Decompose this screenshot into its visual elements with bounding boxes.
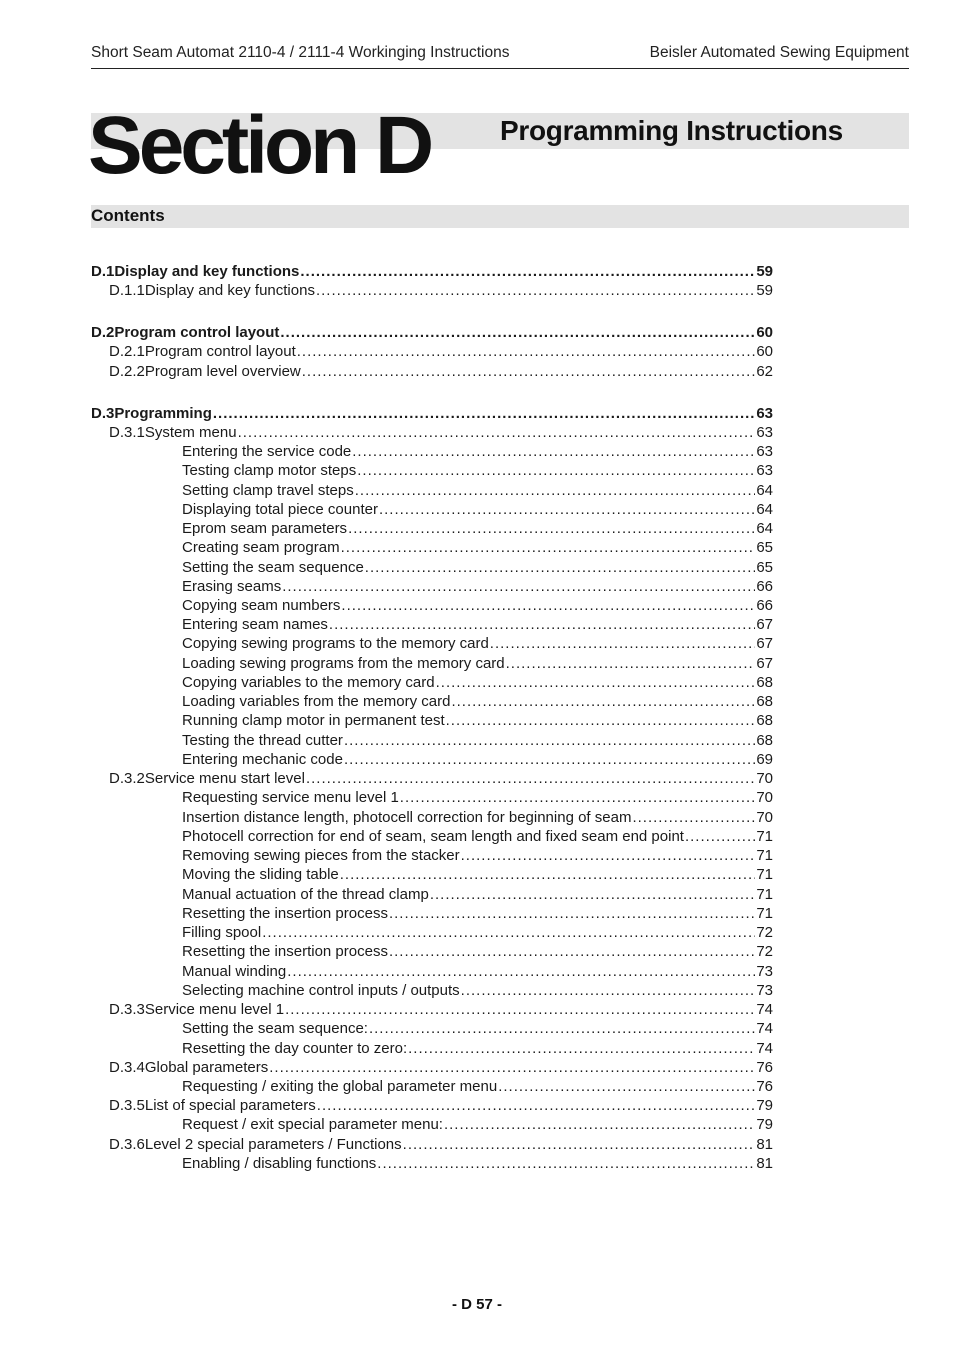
- toc-leader-dots: [408, 1039, 755, 1058]
- toc-leader-dots: [403, 1135, 756, 1154]
- toc-entry-title: Request / exit special parameter menu:: [182, 1116, 443, 1133]
- toc-leader-dots: [269, 1058, 755, 1077]
- toc-entry-page: 81: [756, 1155, 773, 1172]
- toc-entry[interactable]: [109, 1135, 773, 1154]
- toc-leader-dots: [340, 865, 756, 884]
- toc-entry-number: D.2.2: [109, 363, 145, 380]
- toc-entry-number: D.3.3: [109, 1001, 145, 1018]
- toc-entry-title: Copying seam numbers: [182, 597, 341, 614]
- toc-entry-page: 68: [756, 674, 773, 691]
- toc-leader-dots: [365, 558, 756, 577]
- toc-leader-dots: [344, 731, 755, 750]
- toc-leader-dots: [400, 788, 756, 807]
- toc-entry[interactable]: [182, 634, 773, 653]
- toc-entry[interactable]: [182, 1115, 773, 1134]
- toc-leader-dots: [344, 750, 755, 769]
- toc-entry[interactable]: [182, 692, 773, 711]
- toc-entry[interactable]: [182, 711, 773, 730]
- toc-entry-title: Copying variables to the memory card: [182, 674, 435, 691]
- toc-leader-dots: [280, 323, 755, 342]
- toc-entry-page: 76: [756, 1078, 773, 1095]
- toc-leader-dots: [436, 673, 756, 692]
- toc-entry-page: 68: [756, 712, 773, 729]
- toc-entry-title: Selecting machine control inputs / outputs: [182, 982, 460, 999]
- toc-entry-page: 74: [756, 1040, 773, 1057]
- toc-entry-page: 64: [756, 482, 773, 499]
- toc-entry-title: Setting the seam sequence: [182, 559, 364, 576]
- toc-entry[interactable]: [182, 577, 773, 596]
- toc-entry-page: 64: [756, 501, 773, 518]
- toc-entry[interactable]: [109, 342, 773, 361]
- toc-entry-page: 72: [756, 924, 773, 941]
- toc-entry-page: 76: [756, 1059, 773, 1076]
- toc-entry-page: 59: [756, 263, 773, 280]
- toc-entry[interactable]: [182, 962, 773, 981]
- toc-entry-title: Loading variables from the memory card: [182, 693, 451, 710]
- toc-leader-dots: [355, 481, 756, 500]
- toc-leader-dots: [444, 1115, 755, 1134]
- toc-leader-dots: [461, 846, 756, 865]
- toc-leader-dots: [632, 808, 755, 827]
- toc-entry-title: Service menu start level: [144, 770, 305, 787]
- toc-leader-dots: [300, 262, 755, 281]
- toc-entry-page: 79: [756, 1116, 773, 1133]
- page-number: - D 57 -: [451, 1296, 502, 1313]
- toc-leader-dots: [329, 615, 755, 634]
- toc-entry[interactable]: [182, 654, 773, 673]
- toc-entry-title: Eprom seam parameters: [182, 520, 348, 537]
- toc-entry[interactable]: [182, 1019, 773, 1038]
- toc-entry-number: D.3.6: [109, 1136, 145, 1153]
- toc-entry-number: D.3.5: [109, 1097, 145, 1114]
- toc-leader-dots: [238, 423, 756, 442]
- toc-leader-dots: [379, 500, 755, 519]
- toc-entry[interactable]: [91, 262, 773, 281]
- toc-entry[interactable]: [109, 281, 773, 300]
- toc-entry[interactable]: [182, 558, 773, 577]
- toc-leader-dots: [352, 442, 755, 461]
- toc-entry[interactable]: [182, 596, 773, 615]
- toc-entry-title: Creating seam program: [182, 539, 340, 556]
- toc-entry-number: D.3.1: [109, 424, 145, 441]
- toc-entry-page: 66: [756, 578, 773, 595]
- toc-entry-title: Display and key functions: [144, 282, 315, 299]
- toc-entry[interactable]: [182, 808, 773, 827]
- toc-leader-dots: [341, 538, 756, 557]
- toc-leader-dots: [430, 885, 755, 904]
- toc-entry-title: Removing sewing pieces from the stacker: [182, 847, 460, 864]
- toc-entry[interactable]: [109, 362, 773, 381]
- toc-leader-dots: [377, 1154, 755, 1173]
- toc-entry[interactable]: [91, 404, 773, 423]
- toc-entry[interactable]: [109, 1000, 773, 1019]
- section-subtitle: Programming Instructions: [500, 115, 843, 146]
- toc-entry-title: Requesting / exiting the global parameter menu: [182, 1078, 498, 1095]
- toc-entry[interactable]: [109, 769, 773, 788]
- toc-entry-title: Running clamp motor in permanent test: [182, 712, 445, 729]
- toc-entry-title: Requesting service menu level 1: [182, 789, 399, 806]
- toc-entry-page: 63: [756, 424, 773, 441]
- toc-entry-title: Manual winding: [182, 963, 287, 980]
- toc-entry-title: Resetting the day counter to zero:: [182, 1040, 408, 1057]
- toc-entry-number: D.1.1: [109, 282, 145, 299]
- toc-entry[interactable]: [182, 885, 773, 904]
- toc-leader-dots: [302, 362, 756, 381]
- toc-entry-page: 64: [756, 520, 773, 537]
- toc-entry[interactable]: [182, 615, 773, 634]
- toc-leader-dots: [685, 827, 755, 846]
- toc-leader-dots: [282, 577, 755, 596]
- toc-leader-dots: [297, 342, 756, 361]
- toc-entry-title: Displaying total piece counter: [182, 501, 378, 518]
- toc-entry-page: 66: [756, 597, 773, 614]
- toc-entry[interactable]: [109, 1058, 773, 1077]
- contents-heading: Contents: [91, 206, 165, 225]
- toc-entry-title: Resetting the insertion process: [182, 943, 388, 960]
- toc-entry[interactable]: [91, 323, 773, 342]
- toc-entry[interactable]: [182, 442, 773, 461]
- toc-entry-title: System menu: [144, 424, 237, 441]
- toc-entry-title: Manual actuation of the thread clamp: [182, 886, 429, 903]
- toc-entry-page: 62: [756, 363, 773, 380]
- toc-leader-dots: [506, 654, 756, 673]
- toc-entry-page: 63: [756, 405, 773, 422]
- toc-entry-title: Photocell correction for end of seam, seam length and fixed seam end point: [182, 828, 684, 845]
- toc-entry-page: 74: [756, 1020, 773, 1037]
- page-header: [91, 42, 909, 69]
- header-document-title: Short Seam Automat 2110-4 / 2111-4 Workinging Instructions: [91, 44, 510, 61]
- toc-entry-page: 74: [756, 1001, 773, 1018]
- toc-entry-title: Setting clamp travel steps: [182, 482, 354, 499]
- toc-leader-dots: [341, 596, 755, 615]
- toc-leader-dots: [213, 404, 755, 423]
- toc-entry-page: 67: [756, 616, 773, 633]
- toc-entry-page: 60: [756, 343, 773, 360]
- toc-entry-page: 63: [756, 462, 773, 479]
- toc-entry[interactable]: [182, 500, 773, 519]
- toc-entry-title: Program control layout: [144, 343, 296, 360]
- toc-entry[interactable]: [182, 846, 773, 865]
- section-title: Section D: [88, 100, 431, 191]
- toc-entry-page: 79: [756, 1097, 773, 1114]
- toc-entry[interactable]: [182, 750, 773, 769]
- toc-entry[interactable]: [182, 981, 773, 1000]
- toc-entry-title: Programming: [114, 405, 212, 422]
- toc-entry-page: 71: [756, 828, 773, 845]
- toc-leader-dots: [306, 769, 755, 788]
- toc-leader-dots: [287, 962, 755, 981]
- toc-entry-page: 67: [756, 655, 773, 672]
- toc-entry-title: Testing the thread cutter: [182, 732, 343, 749]
- toc-leader-dots: [357, 461, 755, 480]
- toc-entry-title: Service menu level 1: [144, 1001, 285, 1018]
- toc-leader-dots: [451, 692, 755, 711]
- toc-entry-title: Program control layout: [114, 324, 280, 341]
- toc-entry-title: Copying sewing programs to the memory card: [182, 635, 489, 652]
- toc-entry[interactable]: [109, 423, 773, 442]
- toc-leader-dots: [389, 942, 755, 961]
- toc-entry-page: 65: [756, 539, 773, 556]
- toc-entry-page: 73: [756, 963, 773, 980]
- toc-entry-page: 70: [756, 770, 773, 787]
- toc-entry-page: 71: [756, 886, 773, 903]
- toc-leader-dots: [498, 1077, 755, 1096]
- toc-entry-title: List of special parameters: [144, 1097, 316, 1114]
- toc-entry-title: Resetting the insertion process: [182, 905, 388, 922]
- toc-entry[interactable]: [182, 1077, 773, 1096]
- toc-entry[interactable]: [182, 673, 773, 692]
- toc-entry-page: 71: [756, 866, 773, 883]
- toc-entry-page: 72: [756, 943, 773, 960]
- toc-entry[interactable]: [182, 519, 773, 538]
- toc-entry-title: Erasing seams: [182, 578, 282, 595]
- toc-entry-page: 81: [756, 1136, 773, 1153]
- toc-entry-title: Display and key functions: [114, 263, 300, 280]
- contents-bar: [91, 205, 909, 228]
- toc-entry-page: 70: [756, 789, 773, 806]
- toc-entry-page: 71: [756, 905, 773, 922]
- toc-entry-title: Setting the seam sequence:: [182, 1020, 368, 1037]
- toc-entry[interactable]: [182, 827, 773, 846]
- toc-entry-title: Moving the sliding table: [182, 866, 339, 883]
- toc-entry-number: D.2: [91, 324, 115, 341]
- toc-entry-page: 68: [756, 693, 773, 710]
- toc-entry[interactable]: [182, 788, 773, 807]
- toc-entry-title: Program level overview: [144, 363, 301, 380]
- toc-leader-dots: [262, 923, 755, 942]
- toc-entry-title: Entering mechanic code: [182, 751, 343, 768]
- header-company-name: Beisler Automated Sewing Equipment: [649, 44, 909, 61]
- toc-entry-title: Insertion distance length, photocell correction for beginning of seam: [182, 809, 632, 826]
- toc-entry[interactable]: [182, 461, 773, 480]
- toc-entry-page: 59: [756, 282, 773, 299]
- toc-leader-dots: [490, 634, 756, 653]
- toc-entry-title: Filling spool: [182, 924, 262, 941]
- toc-entry-title: Entering seam names: [182, 616, 328, 633]
- toc-entry-page: 67: [756, 635, 773, 652]
- toc-leader-dots: [316, 281, 755, 300]
- toc-leader-dots: [389, 904, 755, 923]
- toc-entry-page: 60: [756, 324, 773, 341]
- toc-entry-number: D.1: [91, 263, 115, 280]
- toc-entry-number: D.3.4: [109, 1059, 145, 1076]
- toc-leader-dots: [446, 711, 756, 730]
- toc-entry-title: Level 2 special parameters / Functions: [144, 1136, 402, 1153]
- toc-entry[interactable]: [182, 1154, 773, 1173]
- toc-entry[interactable]: [182, 731, 773, 750]
- toc-entry-page: 65: [756, 559, 773, 576]
- toc-entry[interactable]: [109, 1096, 773, 1115]
- toc-leader-dots: [317, 1096, 756, 1115]
- toc-entry[interactable]: [182, 942, 773, 961]
- toc-entry-page: 70: [756, 809, 773, 826]
- toc-entry-title: Entering the service code: [182, 443, 352, 460]
- toc-entry-title: Global parameters: [144, 1059, 269, 1076]
- toc-entry-page: 69: [756, 751, 773, 768]
- toc-entry[interactable]: [182, 538, 773, 557]
- toc-entry-page: 71: [756, 847, 773, 864]
- toc-entry-number: D.2.1: [109, 343, 145, 360]
- toc-entry-page: 63: [756, 443, 773, 460]
- toc-entry-number: D.3: [91, 405, 115, 422]
- toc-entry-title: Testing clamp motor steps: [182, 462, 357, 479]
- toc-leader-dots: [461, 981, 756, 1000]
- toc-entry-number: D.3.2: [109, 770, 145, 787]
- toc-entry[interactable]: [182, 481, 773, 500]
- toc-entry[interactable]: [182, 1039, 773, 1058]
- toc-leader-dots: [285, 1000, 755, 1019]
- toc-leader-dots: [348, 519, 755, 538]
- toc-entry[interactable]: [182, 904, 773, 923]
- toc-entry-page: 73: [756, 982, 773, 999]
- toc-entry-page: 68: [756, 732, 773, 749]
- toc-entry[interactable]: [182, 923, 773, 942]
- toc-entry-title: Loading sewing programs from the memory card: [182, 655, 505, 672]
- toc-entry-title: Enabling / disabling functions: [182, 1155, 377, 1172]
- toc-entry[interactable]: [182, 865, 773, 884]
- toc-leader-dots: [369, 1019, 755, 1038]
